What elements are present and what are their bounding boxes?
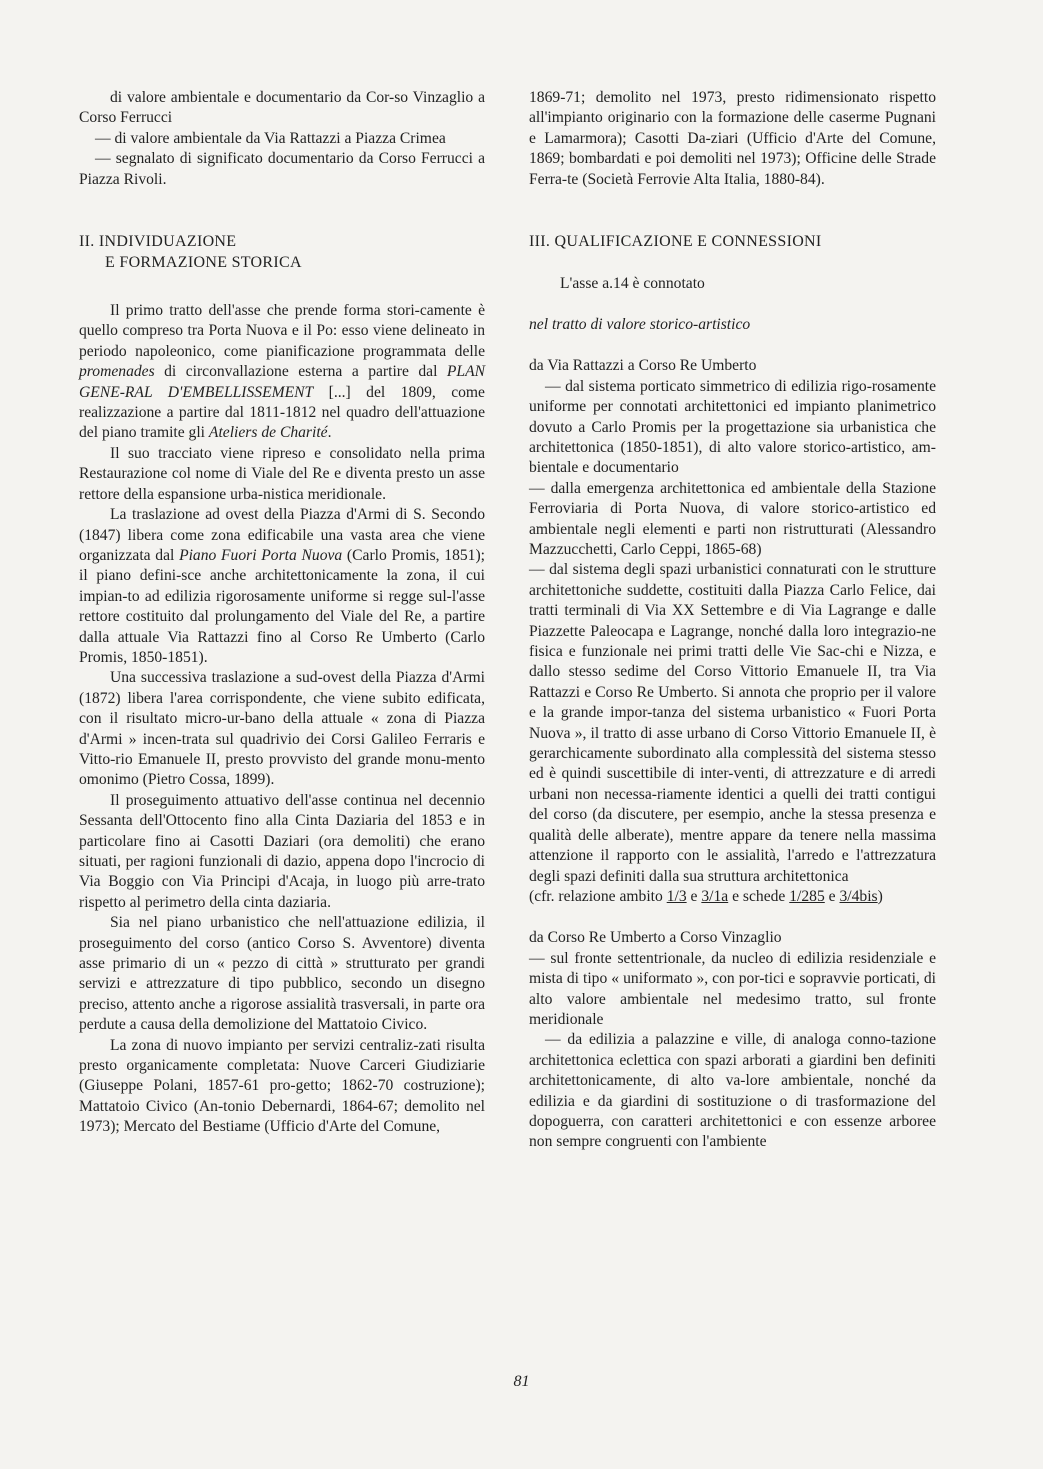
paragraph: Il suo tracciato viene ripreso e consolidato nella prima Restaurazione col nome di Viale del Re e diventa presto un asse rettore della espansione urba-nistica meridionale. <box>79 444 485 503</box>
paragraph: La traslazione ad ovest della Piazza d'Armi di S. Secondo (1847) libera come zona edificabile una vasta area che viene organizzata dal Piano Fuori Porta Nuova (Carlo Promis, 1851); il piano defini-sce anche architettonicamente la zona, il cui impian-to ad edilizia rigorosamente uniforme si regge sul-l'asse rettore costituito dal prolungamento del Viale del Re, a partire dalla attuale Via Rattazzi fino al Corso Re Umberto (Carlo Promis, 1850-1851). <box>79 506 486 666</box>
list-item: — da edilizia a palazzine e ville, di analoga conno-tazione architettonica eclettica con spazi arborati a giardini ben definiti architettonicamente, di alto va-lore ambientale, nonché da edilizia e da giardini di sostituzione o di trasformazione del dopoguerra, con caratteri architettonici e con essenze arboree non sempre congruenti con l'ambiente <box>529 1031 936 1151</box>
list-item: — sul fronte settentrionale, da nucleo di edilizia residenziale e mista di tipo « uniformato », con por-tici e sopravvie porticati, di alto valore ambientale nel medesimo tratto, sul fronte meridionale <box>529 949 936 1028</box>
page-number: 81 <box>513 1373 530 1390</box>
cross-reference: (cfr. relazione ambito 1/3 e 3/1a e schede 1/285 e 3/4bis) <box>529 887 883 905</box>
section-heading-iii: III. QUALIFICAZIONE E CONNESSIONI <box>529 233 822 251</box>
reference-link[interactable]: 3/4bis <box>839 887 878 905</box>
paragraph: Il primo tratto dell'asse che prende forma stori-camente è quello compreso tra Porta Nuova e il Po: esso viene delineato in periodo napoleonico, come pianificazione programmata delle promenades di circonvallazione esterna a partire dal PLAN GENE-RAL D'EMBELLISSEMENT [...] del 1809, come realizzazione a partire dal 1811-1812 nel quadro dell'attuazione del piano tramite gli Ateliers de Charité. <box>79 302 485 442</box>
tratto-title: da Corso Re Umberto a Corso Vinzaglio <box>529 929 782 947</box>
paragraph: Sia nel piano urbanistico che nell'attuazione edilizia, il proseguimento del corso (antico Corso S. Avventore) diventa asse primario di un « pezzo di città » strutturato per grandi servizi e attrezzature di tipo pubblico, secondo un disegno preciso, attento anche a rigorose assialità trasversali, in parte ora perdute a causa della demolizione del Mattatoio Civico. <box>79 914 485 1034</box>
left-column <box>79 88 485 1138</box>
paragraph: 1869-71; demolito nel 1973, presto ridimensionato rispetto all'impianto originario con la formazione delle caserme Pugnani e Lamarmora); Casotti Da-ziari (Ufficio d'Arte del Comune, 1869; bombardati e poi demoliti nel 1973); Officine delle Strade Ferra-te (Società Ferrovie Alta Italia, 1880-84). <box>529 89 936 188</box>
reference-link[interactable]: 3/1a <box>701 887 729 905</box>
right-column <box>529 88 936 1153</box>
intro-item: — segnalato di significato documentario da Corso Ferrucci a Piazza Rivoli. <box>79 150 485 188</box>
reference-link[interactable]: 1/3 <box>666 887 687 905</box>
intro-item: — di valore ambientale da Via Rattazzi a Piazza Crimea <box>95 129 446 147</box>
paragraph: Il proseguimento attuativo dell'asse continua nel decennio Sessanta dell'Ottocento fino alla Cinta Daziaria del 1853 e in particolare fino ai Casotti Daziari (ora demoliti) che erano situati, per ragioni funzionali di dazio, appena dopo l'incrocio di Via Boggio con Via Principi d'Acaja, in luogo più arre-trato rispetto al perimetro della cinta daziaria. <box>79 791 485 911</box>
paragraph: Una successiva traslazione a sud-ovest della Piazza d'Armi (1872) libera l'area corrispondente, che viene subito edificata, con il risultato micro-ur-bano della attuale « zona di Piazza d'Armi » incen-trata sul quadrivio dei Corsi Galileo Ferraris e Vitto-rio Emanuele II, presto provvisto del grande monu-mento omonimo (Pietro Cossa, 1899). <box>79 669 485 789</box>
list-item: — dalla emergenza architettonica ed ambientale della Stazione Ferroviaria di Porta Nuova, di valore storico-artistico ed ambientale negli elementi e parti non ristrutturati (Alessandro Mazzucchetti, Carlo Ceppi, 1865-68) <box>529 479 936 558</box>
reference-link[interactable]: 1/285 <box>789 887 825 905</box>
list-item: — dal sistema porticato simmetrico di edilizia rigo-rosamente uniforme per connotati architettonici ed impianto planimetrico dovuto a Carlo Promis per la progettazione sia urbanistica che architettonica (1850-1851), di alto valore storico-artistico, am-bientale e documentario <box>529 377 936 477</box>
intro-item: di valore ambientale e documentario da Cor-so Vinzaglio a Corso Ferrucci <box>79 89 485 127</box>
tratto-title: da Via Rattazzi a Corso Re Umberto <box>529 357 757 375</box>
lead-line: L'asse a.14 è connotato <box>560 274 705 292</box>
section-heading-ii: II. INDIVIDUAZIONE E FORMAZIONE STORICA <box>79 233 302 271</box>
list-item: — dal sistema degli spazi urbanistici connaturati con le strutture architettoniche suddette, costituiti dalla Piazza Carlo Felice, dai tratti terminali di Via XX Settembre e di Via Lagrange e dalle Piazzette Paleocapa e Lagrange, nonché dalla loro integrazio-ne fisica e funzionale nei primi tratti delle Vie Sac-chi e Nizza, e dallo stesso sedime del Corso Vittorio Emanuele II, tra Via Rattazzi e Corso Re Umberto. Si annota che proprio per il valore e la grande impor-tanza del sistema urbanistico « Fuori Porta Nuova », il tratto di asse urbano di Corso Vittorio Emanuele II, è gerarchicamente subordinato alla complessità del sistema stesso ed è quindi suscettibile di inter-venti, di attrezzature e di arredi urbani non necessa-riamente identici a quelli dei tratti contigui del corso (da discutere, per esempio, anche la stessa presenza e qualità delle alberate), mentre appare da tenere nella massima attenzione il rapporto con le assialità, l'arredo e l'attrezzatura degli spazi definiti dalla sua struttura architettonica <box>529 561 936 885</box>
paragraph: La zona di nuovo impianto per servizi centraliz-zati risulta presto organicamente completata: Nuove Carceri Giudiziarie (Giuseppe Polani, 1857-61 pro-getto; 1862-70 costruzione); Mattatoio Civico (An-tonio Debernardi, 1864-67; demolito nel 1973); Mercato del Bestiame (Ufficio d'Arte del Comune, <box>79 1036 485 1136</box>
subheading: nel tratto di valore storico-artistico <box>529 315 751 333</box>
